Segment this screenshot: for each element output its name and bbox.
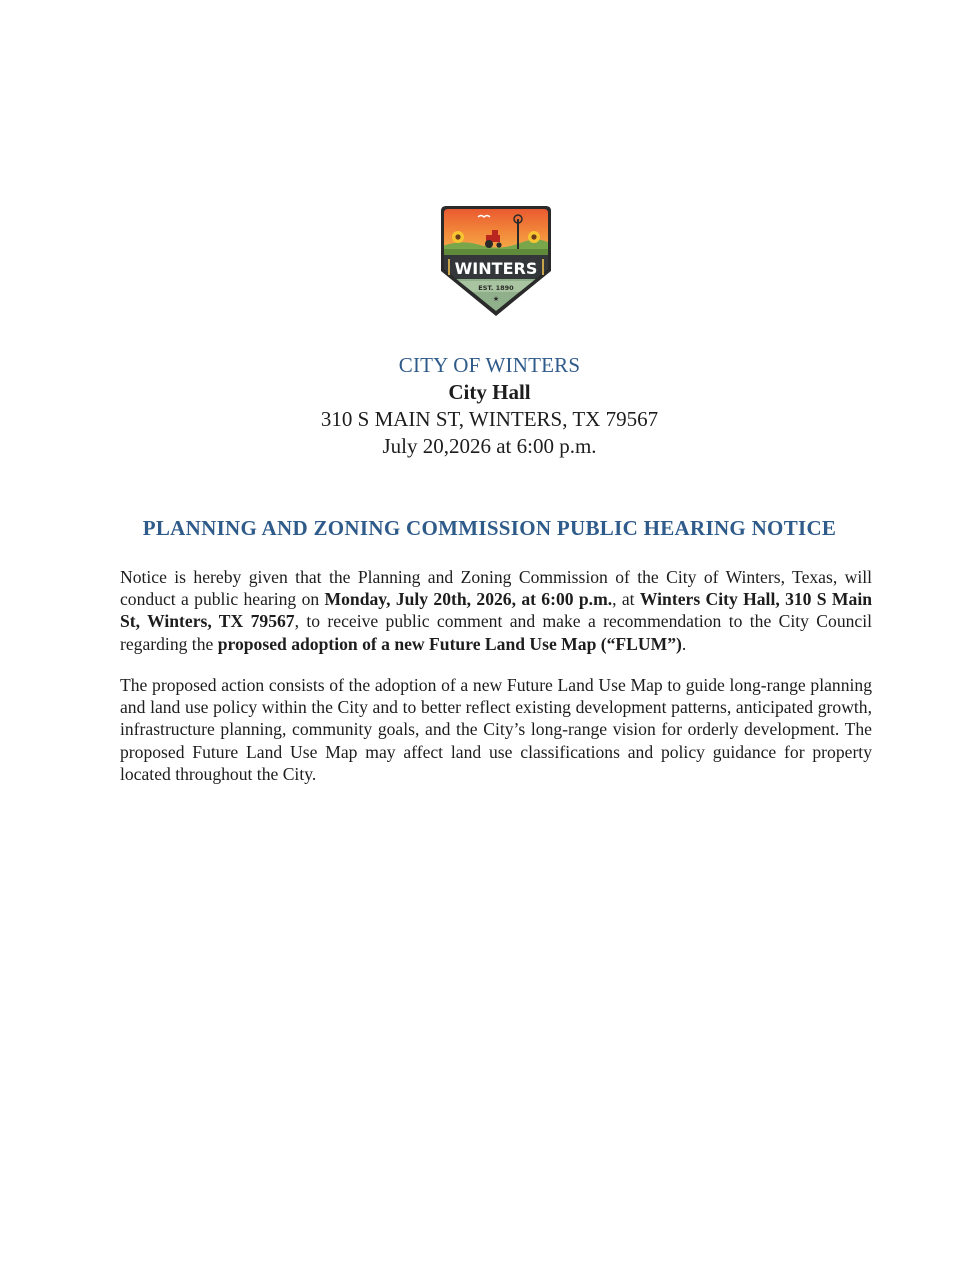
org-name: CITY OF WINTERS [398, 353, 581, 377]
p1-text-2: , at [612, 589, 640, 610]
p1-text-4: . [681, 633, 687, 654]
p1-hearing-location: Winters City Hall, 310 S Main St, Winters, TX 79567 [120, 589, 872, 632]
notice-paragraph-2: The proposed action consists of the adoption of a new Future Land Use Map to guide long-range planning and land use policy within the City and to better reflect existing development patterns, anticipated growth, infrastructure planning, community goals, and the City’s long-range vision for orderly development. The proposed Future Land Use Map may affect land use classifications and policy guidance for property located throughout the City. [120, 675, 872, 784]
city-seal-logo [440, 205, 552, 317]
logo-established: EST. 1890 [478, 284, 514, 292]
p1-hearing-date: Monday, July 20th, 2026, at 6:00 p.m. [324, 589, 613, 610]
p1-text-3: , to receive public comment and make a recommendation to the City Council regarding the [120, 611, 872, 654]
p1-proposal: proposed adoption of a new Future Land Use Map (“FLUM”) [217, 633, 682, 654]
logo-wordmark: WINTERS [454, 259, 538, 278]
venue-name: City Hall [448, 380, 531, 404]
meeting-datetime: July 20,2026 at 6:00 p.m. [382, 434, 597, 458]
p1-text-1: Notice is hereby given that the Planning and Zoning Commission of the City of Winters, Texas, will conduct a public hearing on [120, 567, 872, 610]
notice-paragraph-1 [120, 566, 872, 655]
meeting-header [0, 352, 979, 460]
notice-title: PLANNING AND ZONING COMMISSION PUBLIC HEARING NOTICE [142, 516, 837, 540]
star-icon: ★ [492, 295, 500, 303]
venue-address: 310 S MAIN ST, WINTERS, TX 79567 [320, 407, 659, 431]
